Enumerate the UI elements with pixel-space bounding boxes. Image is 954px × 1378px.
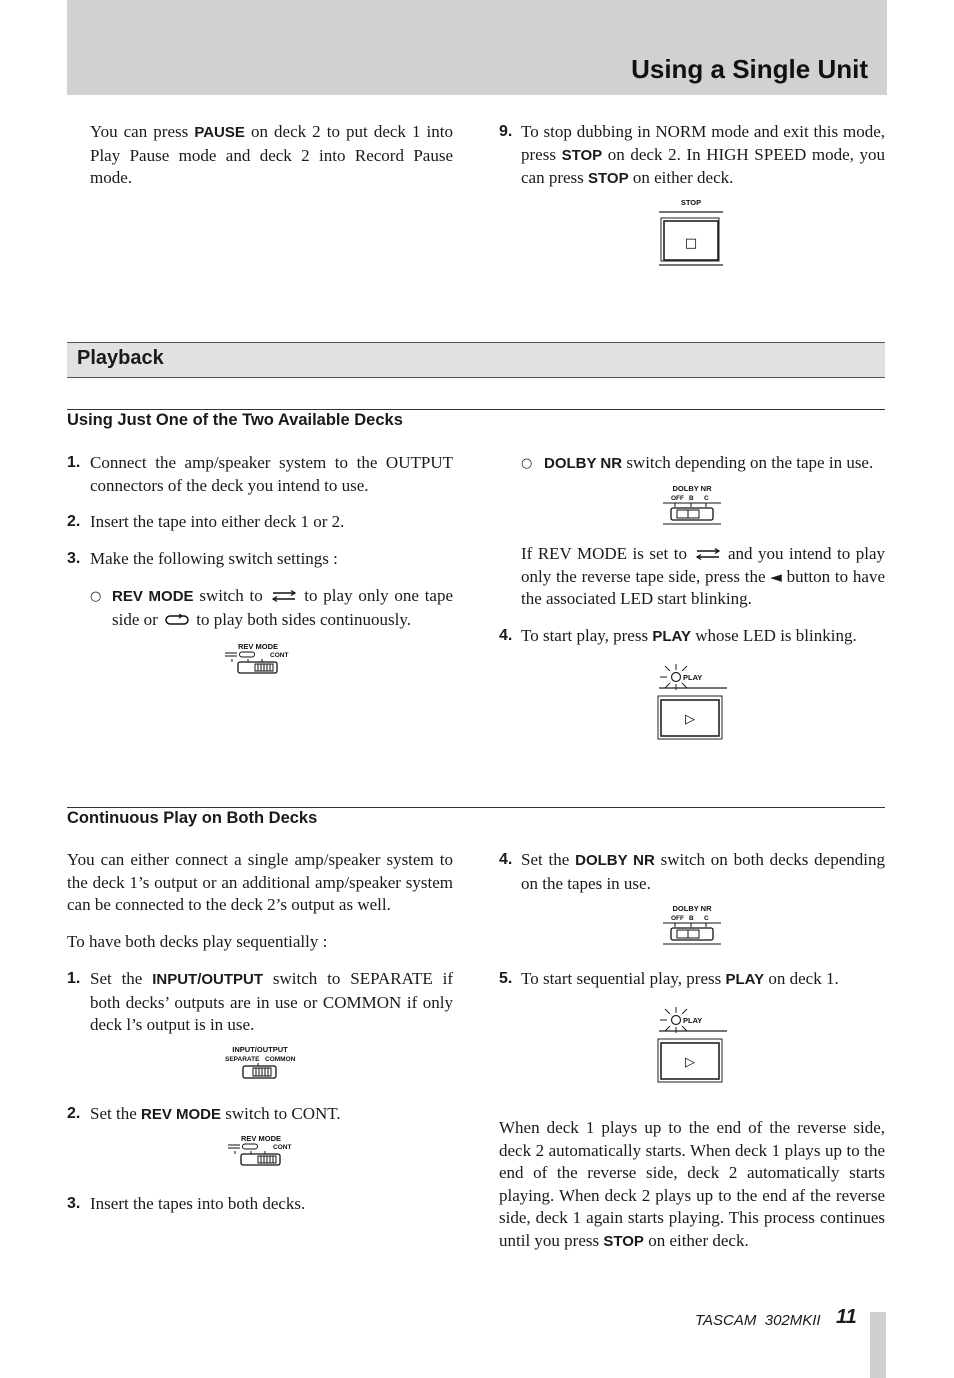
subsection-rule [67, 409, 885, 410]
io-title: INPUT/OUTPUT [232, 1045, 288, 1054]
input-output-switch-illustration [222, 1044, 300, 1084]
dolby-b: B [689, 915, 694, 922]
step-3-number: 3. [67, 550, 81, 567]
step-9-text: To stop dubbing in NORM mode and exit this mode, press STOP on deck 2. In HIGH SPEED mode, you can press STOP on either deck. [521, 122, 885, 187]
io-common: COMMON [265, 1056, 296, 1063]
subsection-rule [67, 807, 885, 808]
page-title: Using a Single Unit [631, 54, 868, 84]
dolby-title: DOLBY NR [672, 484, 712, 493]
play-triangle-icon: ▷ [685, 1055, 695, 1070]
dolby-title: DOLBY NR [672, 904, 712, 913]
rev-mode-cont: CONT [270, 652, 289, 659]
dolby-c: C [704, 495, 709, 502]
dolby-off: OFF [671, 915, 684, 922]
io-separate: SEPARATE [225, 1056, 260, 1063]
step-5-number: 5. [499, 970, 513, 987]
subsection-title: Continuous Play on Both Decks [67, 809, 318, 827]
rev-mode-title: REV MODE [240, 1134, 282, 1143]
page-number: 11 [836, 1306, 857, 1328]
play-button-illustration [655, 1001, 731, 1087]
step-1-text: Connect the amp/speaker system to the OUTPUT connectors of the deck you intend to use. [90, 453, 453, 495]
footer-brand: TASCAM 302MKII [695, 1312, 821, 1329]
continuous-loop-icon [164, 614, 190, 626]
intro-paragraph: You can either connect a single amp/speaker system to the deck 1’s output or an additional amp/speaker system can be connected to the deck 2’s output as well. [67, 850, 453, 914]
one-way-icon [271, 590, 297, 602]
footer-tab [870, 1312, 886, 1378]
rev-mode-switch-illustration [225, 1133, 301, 1173]
play-button-illustration [655, 658, 731, 744]
dolby-c: C [704, 915, 709, 922]
rev-mode-bullet: REV MODE switch to to play only one tape side or to play both sides continuously. [112, 586, 454, 629]
section-band [67, 342, 885, 378]
dolby-bullet: DOLBY NR switch depending on the tape in use. [544, 453, 874, 472]
step-3-text: Make the following switch settings : [90, 549, 338, 568]
dolby-nr-switch-illustration [659, 483, 725, 527]
bullet-icon: ○ [90, 589, 102, 604]
step-1-number: 1. [67, 970, 81, 987]
subsection-title: Using Just One of the Two Available Decks [67, 411, 403, 429]
step-4-text: To start play, press PLAY whose LED is blinking. [521, 626, 857, 645]
step-5-text: To start sequential play, press PLAY on deck 1. [521, 969, 839, 988]
step-3-text: Insert the tapes into both decks. [90, 1194, 306, 1213]
step-2-number: 2. [67, 1105, 81, 1122]
step-4-text: Set the DOLBY NR switch on both decks depending on the tapes in use. [521, 850, 886, 893]
stop-button-illustration [655, 195, 727, 269]
play-label: PLAY [683, 673, 703, 682]
step-3-number: 3. [67, 1195, 81, 1212]
sequential-paragraph: To have both decks play sequentially : [67, 932, 328, 951]
rev-mode-switch-illustration [222, 641, 298, 681]
dolby-nr-switch-illustration [659, 903, 725, 947]
step-1-number: 1. [67, 454, 81, 471]
closing-paragraph: When deck 1 plays up to the end of the reverse side, deck 2 automatically starts. When deck 1 plays up to the end of the reverse side, deck 2 automatically starts playing. When deck 2 plays up to the end af the reverse side, deck 1 again starts playing. This process continues until you press STOP on either deck. [499, 1118, 885, 1250]
step-1-text: Set the INPUT/OUTPUT switch to SEPARATE if both decks’ outputs are in use or COMMON if only deck l’s output is in use. [90, 969, 453, 1034]
pause-paragraph: You can press PAUSE on deck 2 to put deck 1 into Play Pause mode and deck 2 into Record Pause mode. [90, 122, 453, 187]
stop-label: STOP [680, 198, 702, 207]
rev-mode-cont: CONT [273, 1144, 292, 1151]
step-4-number: 4. [499, 627, 513, 644]
rev-mode-title: REV MODE [237, 642, 279, 651]
step-9-number: 9. [499, 123, 513, 140]
step-2-text: Set the REV MODE switch to CONT. [90, 1104, 341, 1123]
one-way-icon [695, 548, 721, 560]
dolby-off: OFF [671, 495, 684, 502]
rev-mode-paragraph: If REV MODE is set to and you intend to play only the reverse tape side, press the ◄ button to have the associated LED start blinking. [521, 544, 886, 608]
step-2-number: 2. [67, 513, 81, 530]
play-triangle-icon: ▷ [685, 712, 695, 727]
section-title: Playback [77, 347, 164, 369]
step-4-number: 4. [499, 851, 513, 868]
bullet-icon: ○ [521, 456, 533, 471]
dolby-b: B [689, 495, 694, 502]
play-label: PLAY [683, 1016, 703, 1025]
reverse-arrow-icon: ◄ [770, 567, 782, 586]
stop-square-icon: □ [684, 236, 698, 251]
step-2-text: Insert the tape into either deck 1 or 2. [90, 512, 345, 531]
